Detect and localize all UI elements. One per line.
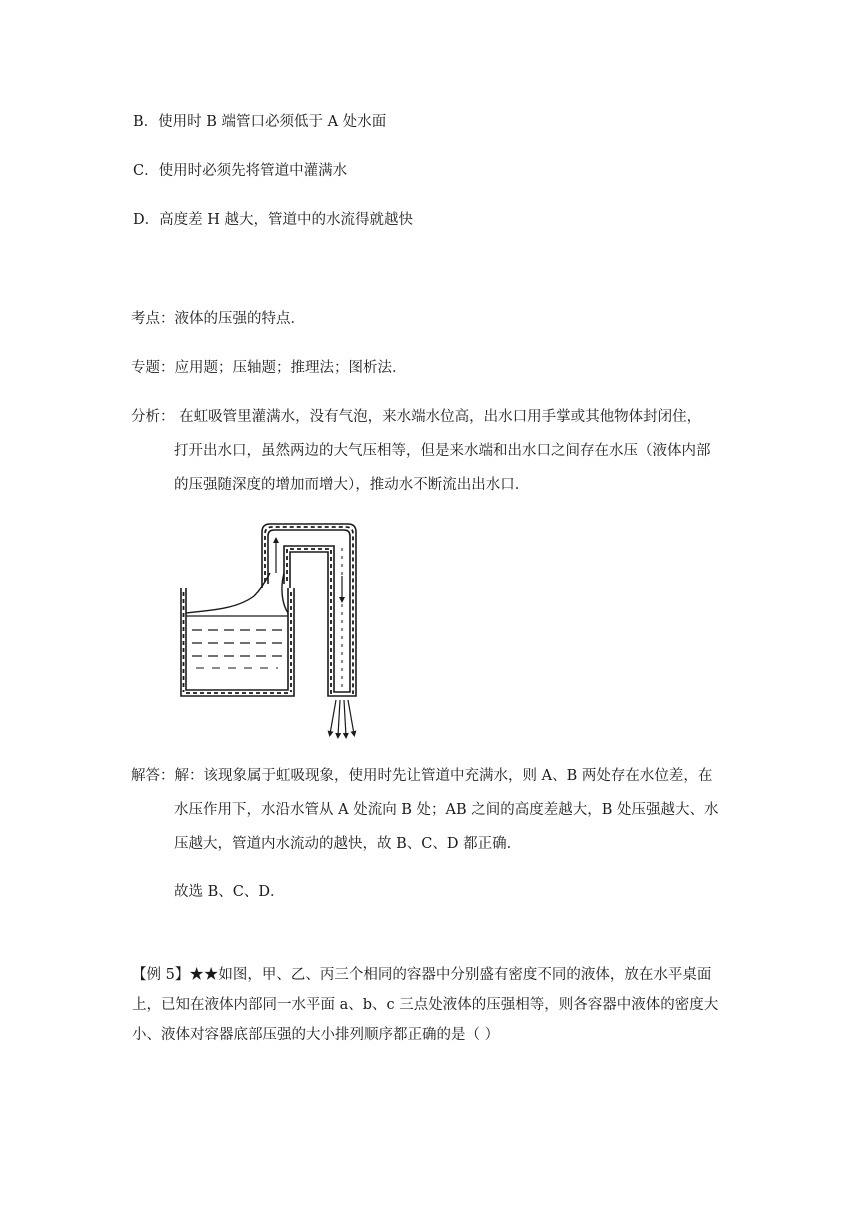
option-c: C．使用时必须先将管道中灌满水 — [133, 163, 348, 179]
example-5-line-3: 小、液体对容器底部压强的大小排列顺序都正确的是（ ） — [132, 1027, 500, 1043]
analysis-line-3: 的压强随深度的增加而增大），推动水不断流出出水口． — [174, 477, 530, 493]
analysis-line-2: 打开出水口，虽然两边的大气压相等，但是来水端和出水口之间存在水压（液体内部 — [174, 443, 711, 459]
option-d: D．高度差 H 越大，管道中的水流得就越快 — [133, 212, 413, 228]
analysis-line-1: 分析： 在虹吸管里灌满水，没有气泡，来水端水位高，出水口用手掌或其他物体封闭住， — [131, 409, 702, 425]
answer-choice: 故选 B、C、D． — [174, 884, 285, 900]
siphon-diagram — [176, 518, 386, 744]
answer-line-3: 压越大，管道内水流动的越快，故 B、C、D 都正确． — [174, 836, 522, 852]
zhuanti: 专题：应用题；压轴题；推理法；图析法． — [131, 360, 407, 376]
kaodian: 考点：液体的压强的特点． — [131, 311, 305, 327]
example-5-line-1: 【例 5】★★如图，甲、乙、丙三个相同的容器中分别盛有密度不同的液体，放在水平桌面 — [132, 967, 712, 983]
option-b: B．使用时 B 端管口必须低于 A 处水面 — [133, 114, 387, 130]
answer-line-2: 水压作用下，水沿水管从 A 处流向 B 处；AB 之间的高度差越大，B 处压强越大、水 — [174, 802, 719, 818]
water-surface — [186, 573, 288, 668]
example-5-line-2: 上，已知在液体内部同一水平面 a、b、c 三点处液体的压强相等，则各容器中液体的密度大 — [132, 997, 719, 1013]
answer-line-1: 解答：解：该现象属于虹吸现象，使用时先让管道中充满水，则 A、B 两处存在水位差，在 — [131, 768, 713, 784]
